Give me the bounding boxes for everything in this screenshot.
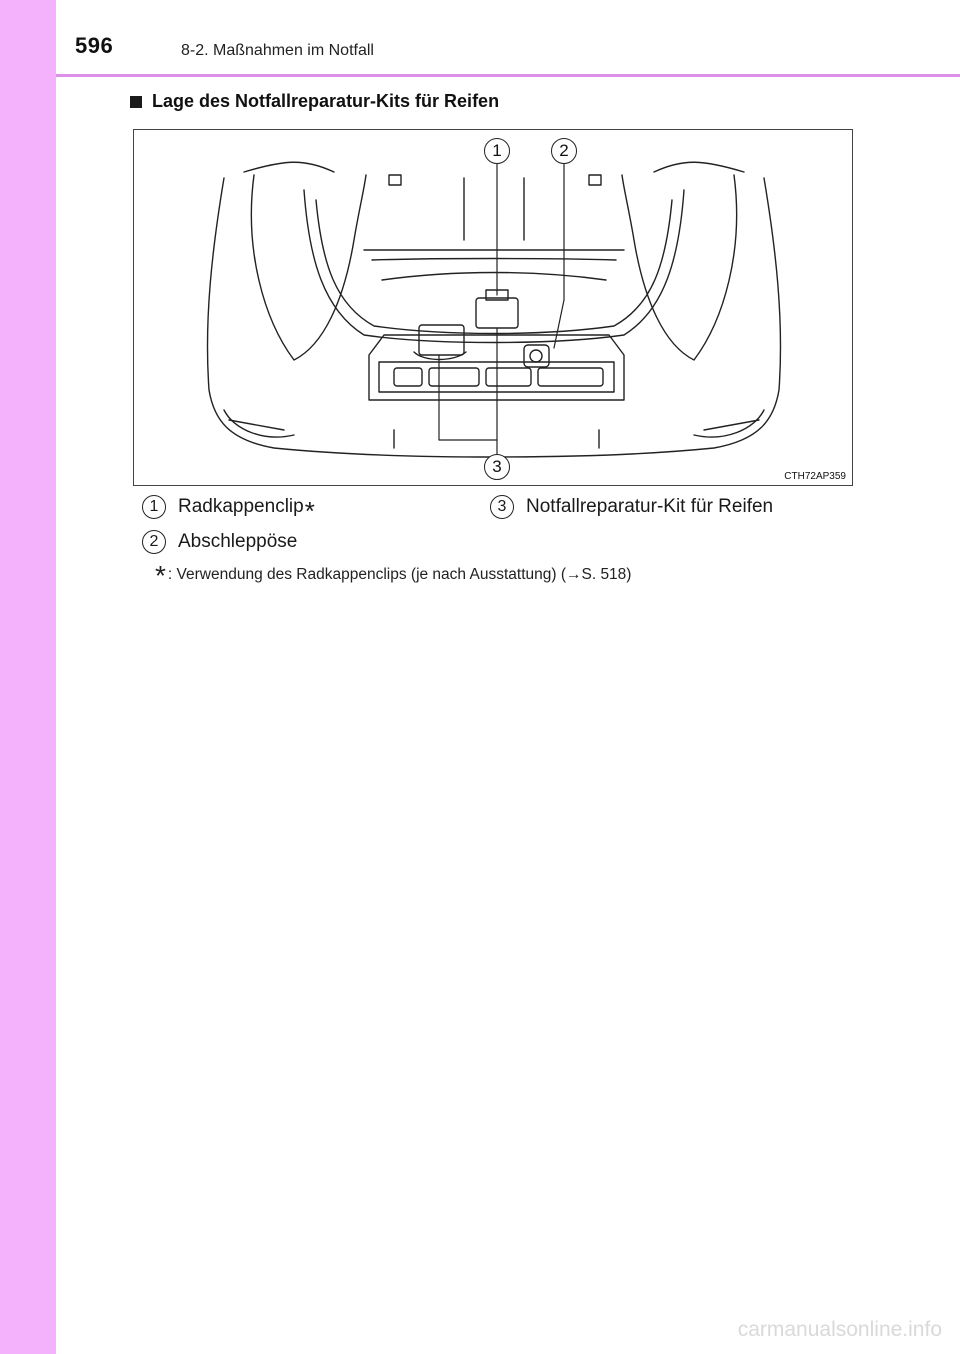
legend-label: Radkappenclip <box>178 496 304 517</box>
section-title: 8-2. Maßnahmen im Notfall <box>181 42 374 59</box>
legend-label: Notfallreparatur-Kit für Reifen <box>526 496 774 517</box>
legend-number: 2 <box>142 530 166 554</box>
trunk-line-drawing <box>134 130 854 487</box>
heading-text: Lage des Notfallreparatur-Kits für Reifen <box>152 91 500 111</box>
page-margin-bar <box>0 0 56 1354</box>
watermark: carmanualsonline.info <box>737 1318 942 1341</box>
footnote: * : Verwendung des Radkappenclips (je nach Ausstattung) (→S. 518) <box>155 560 632 591</box>
callout-2: 2 <box>551 138 577 164</box>
legend-label: Abschleppöse <box>178 531 298 552</box>
trunk-illustration <box>133 129 853 486</box>
figure-code: CTH72AP359 <box>784 471 846 482</box>
square-bullet-icon <box>130 96 142 108</box>
legend-number: 3 <box>490 495 514 519</box>
footnote-text: : Verwendung des Radkappenclips (je nach Ausstattung) (→S. 518) <box>167 566 632 583</box>
legend-item-repair-kit <box>490 495 773 519</box>
legend-item-tow-eye <box>142 530 297 554</box>
legend-item-wheel-cap-clip: 1 Radkappenclip * <box>142 495 315 519</box>
callout-3: 3 <box>484 454 510 480</box>
callout-1: 1 <box>484 138 510 164</box>
header-rule <box>56 74 960 77</box>
legend-number: 1 <box>142 495 166 519</box>
page-number: 596 <box>75 33 114 58</box>
subsection-heading <box>130 91 499 112</box>
